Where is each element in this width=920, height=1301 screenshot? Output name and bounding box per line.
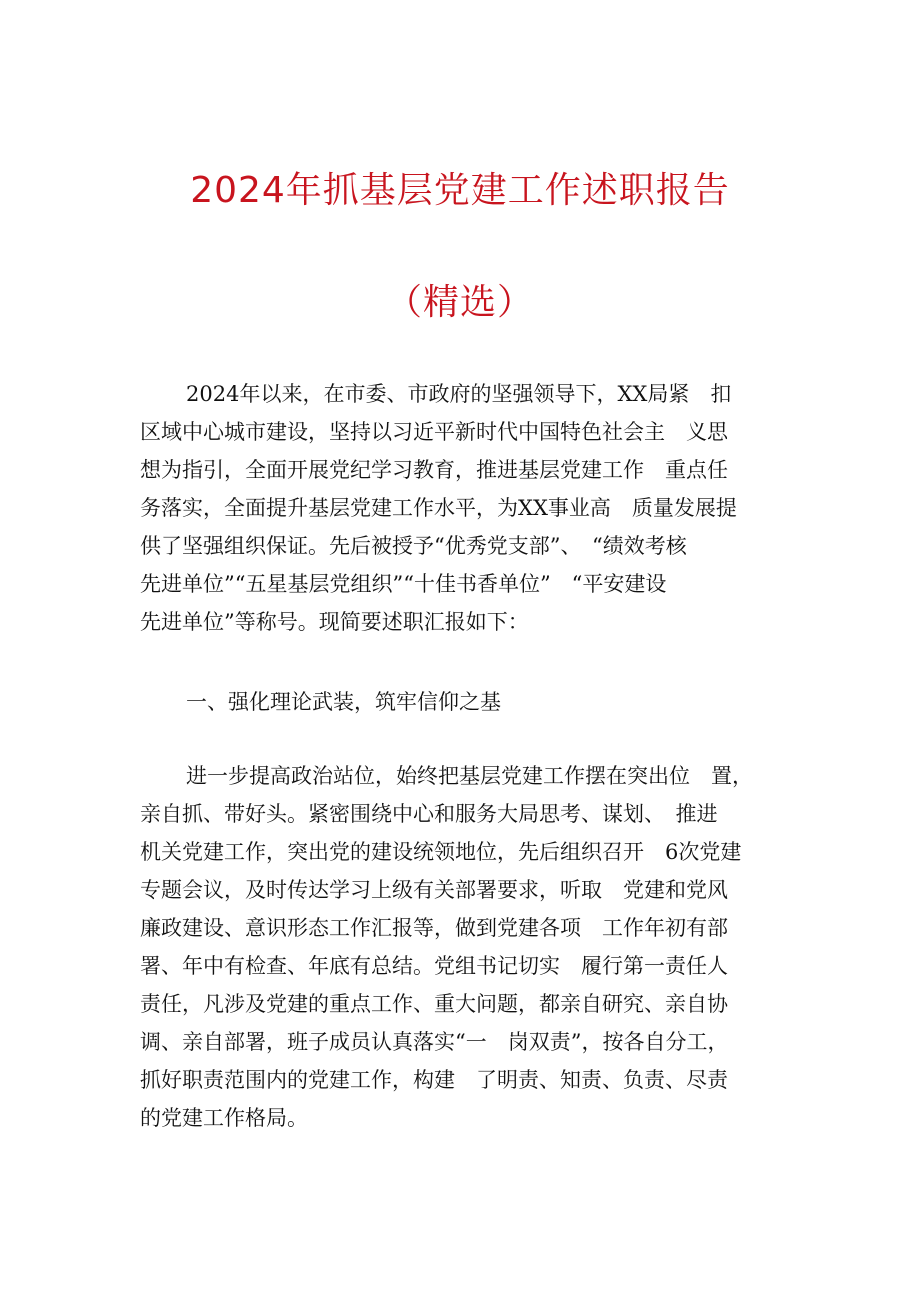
intro-paragraph bbox=[140, 375, 800, 641]
paragraph-line: 2024年以来，在市委、市政府的坚强领导下，XX局紧 扣 bbox=[186, 382, 732, 406]
paragraph-line: 亲自抓、带好头。紧密围绕中心和服务大局思考、谋划、 推进 bbox=[140, 802, 718, 826]
paragraph-line: 署、年中有检查、年底有总结。党组书记切实 履行第一责任人 bbox=[140, 954, 728, 978]
paragraph-line: 先进单位”等称号。现简要述职汇报如下： bbox=[140, 610, 529, 634]
paragraph-line: 区域中心城市建设，坚持以习近平新时代中国特色社会主 义思 bbox=[140, 420, 728, 444]
paragraph-line: 的党建工作格局。 bbox=[140, 1106, 308, 1130]
paragraph-line: 抓好职责范围内的党建工作，构建 了明责、知责、负责、尽责 bbox=[140, 1068, 728, 1092]
paragraph-line: 专题会议，及时传达学习上级有关部署要求，听取 党建和党风 bbox=[140, 878, 728, 902]
section-heading-text: 一、强化理论武装，筑牢信仰之基 bbox=[186, 690, 501, 714]
paragraph-line: 供了坚强组织保证。先后被授予“优秀党支部”、 “绩效考核 bbox=[140, 534, 687, 558]
section-heading bbox=[140, 683, 800, 721]
paragraph-line: 进一步提高政治站位，始终把基层党建工作摆在突出位 置， bbox=[186, 764, 753, 788]
paragraph-line: 机关党建工作，突出党的建设统领地位，先后组织召开 6次党建 bbox=[140, 840, 742, 864]
paragraph-line: 想为指引，全面开展党纪学习教育，推进基层党建工作 重点任 bbox=[140, 458, 728, 482]
paragraph-line: 廉政建设、意识形态工作汇报等，做到党建各项 工作年初有部 bbox=[140, 916, 728, 940]
document-subtitle: （精选） bbox=[385, 282, 534, 323]
paragraph-line: 调、亲自部署，班子成员认真落实“一 岗双责”，按各自分工， bbox=[140, 1030, 729, 1054]
section-paragraph bbox=[140, 757, 800, 1137]
document-title: 2024年抓基层党建工作述职报告 bbox=[190, 170, 730, 211]
paragraph-line: 先进单位”“五星基层党组织”“十佳书香单位” “平安建设 bbox=[140, 572, 667, 596]
paragraph-line: 责任，凡涉及党建的重点工作、重大问题，都亲自研究、亲自协 bbox=[140, 992, 728, 1016]
paragraph-line: 务落实，全面提升基层党建工作水平，为XX事业高 质量发展提 bbox=[140, 496, 737, 520]
